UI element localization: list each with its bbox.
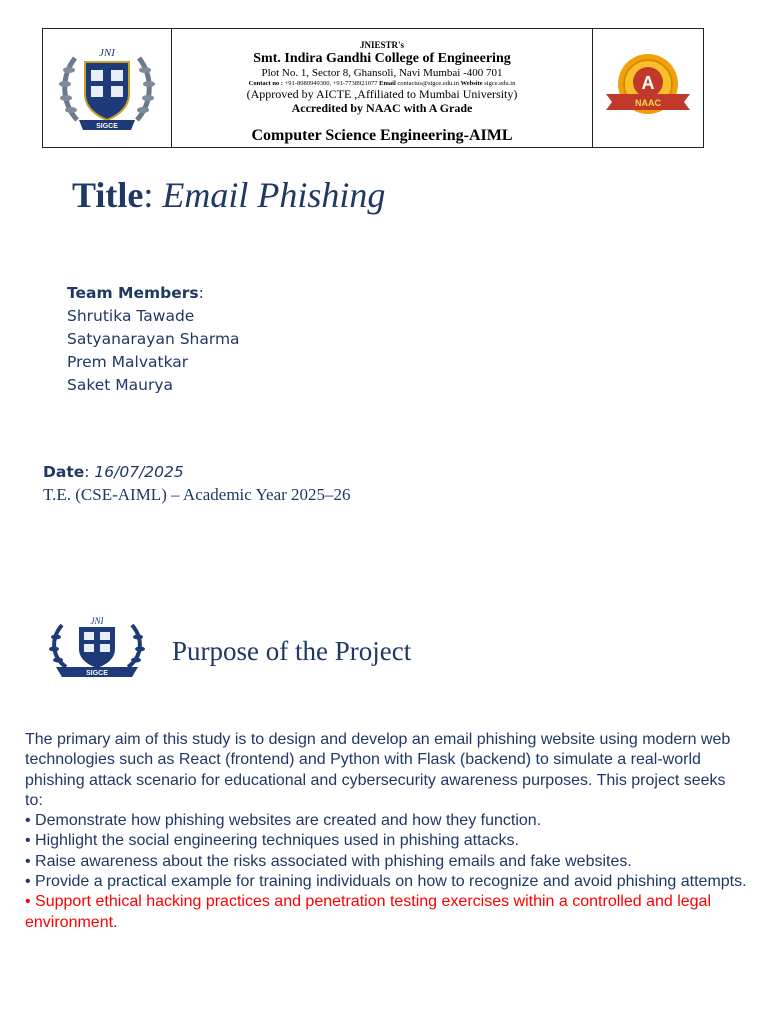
college-logo-cell: [43, 29, 172, 147]
purpose-bullet: • Highlight the social engineering techniques used in phishing attacks.: [25, 832, 519, 850]
college-name: Smt. Indira Gandhi College of Engineering: [253, 51, 511, 66]
college-address: Plot No. 1, Sector 8, Ghansoli, Navi Mumbai -400 701: [261, 67, 503, 79]
letterhead-text: [172, 29, 592, 147]
department-name: Computer Science Engineering-AIML: [251, 127, 513, 144]
section-heading: Purpose of the Project: [172, 636, 412, 666]
team-member: Shrutika Tawade: [67, 307, 195, 325]
college-crest-small-icon: [46, 615, 148, 679]
svg-text:SIGCE: SIGCE: [96, 123, 118, 130]
document-title: Title: Email Phishing: [72, 175, 386, 215]
team-members: [67, 282, 240, 397]
purpose-intro: The primary aim of this study is to design and develop an email phishing website using modern web technologies such as React (frontend) and Python with Flask (backend) to simulate a real-world phishing attack scenario for educational and cybersecurity awareness purposes. This project seeks to:: [25, 731, 731, 809]
accreditation-line: Accredited by NAAC with A Grade: [291, 101, 473, 115]
naac-badge-cell: [592, 29, 703, 147]
purpose-body: [25, 730, 747, 933]
contact-line: Contact no : +91-8080949300, +91-7738921077 Email contactus@sigce.edu.in Website sigce.edu.in: [248, 80, 516, 87]
section-logo: [46, 615, 148, 684]
svg-text:NAAC: NAAC: [635, 98, 661, 108]
purpose-bullet-ethics: • Support ethical hacking practices and penetration testing exercises within a controlled and legal environment.: [25, 893, 712, 931]
svg-text:JNI: JNI: [99, 47, 115, 59]
team-member: Saket Maurya: [67, 376, 174, 394]
academic-year: T.E. (CSE-AIML) – Academic Year 2025–26: [43, 485, 351, 504]
svg-text:SIGCE: SIGCE: [86, 670, 108, 677]
team-label: Team Members:: [67, 284, 204, 302]
approval-line: (Approved by AICTE ,Affiliated to Mumbai University): [246, 87, 518, 101]
team-member: Satyanarayan Sharma: [67, 330, 240, 348]
trust-name: JNIESTR's: [359, 40, 404, 50]
team-member: Prem Malvatkar: [67, 353, 189, 371]
svg-text:JNI: JNI: [90, 616, 104, 626]
svg-text:A: A: [641, 73, 655, 93]
purpose-bullet: • Provide a practical example for training individuals on how to recognize and avoid phishing attempts.: [25, 873, 747, 891]
purpose-bullet: • Raise awareness about the risks associated with phishing emails and fake websites.: [25, 852, 632, 870]
naac-badge-icon: [602, 48, 694, 128]
college-crest-icon: [55, 40, 159, 136]
date-line: Date: 16/07/2025: [43, 463, 184, 481]
purpose-bullet: • Demonstrate how phishing websites are created and how they function.: [25, 812, 542, 830]
letterhead: [42, 28, 704, 148]
